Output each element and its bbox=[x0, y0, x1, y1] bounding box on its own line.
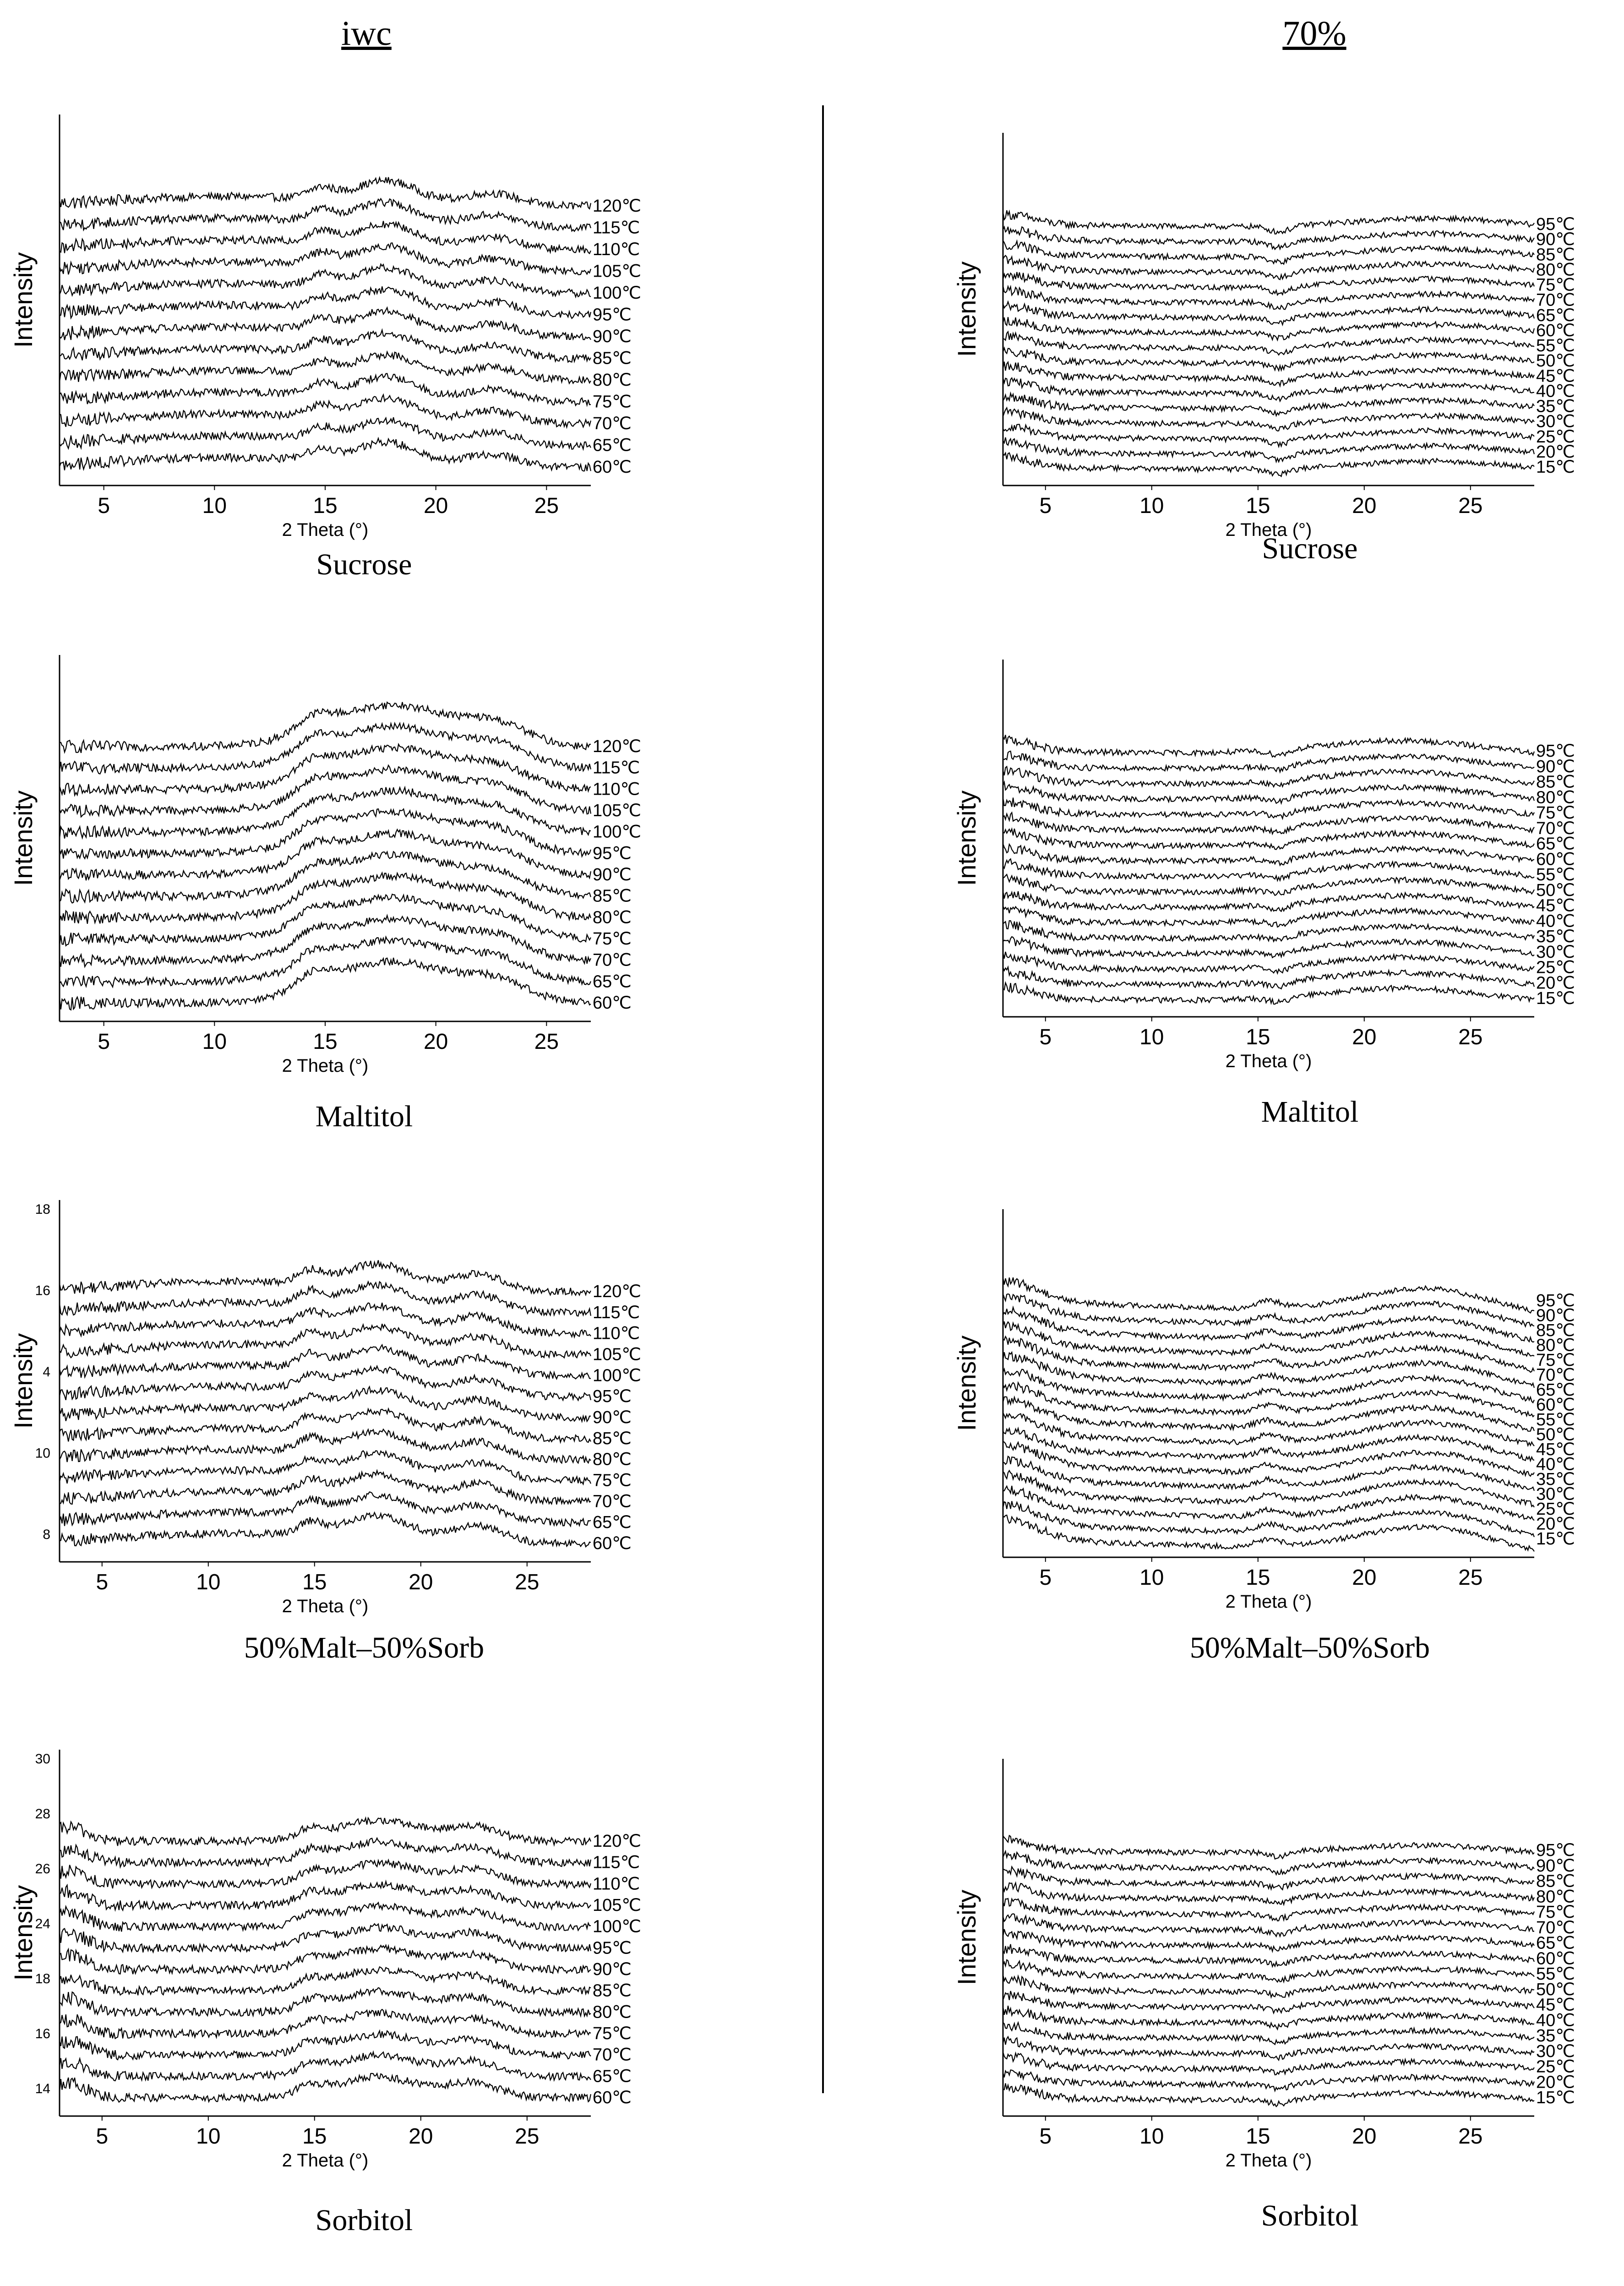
series-line bbox=[60, 395, 591, 427]
series-line bbox=[1003, 1883, 1534, 1904]
series-line bbox=[1003, 425, 1534, 447]
series-label: 90℃ bbox=[593, 1960, 632, 1979]
chart-svg bbox=[943, 1750, 1575, 2180]
x-tick-label: 5 bbox=[1039, 1566, 1052, 1590]
series-label: 75℃ bbox=[1536, 1351, 1575, 1370]
series-line bbox=[1003, 844, 1534, 865]
series-line bbox=[1003, 1929, 1534, 1951]
series-label: 50℃ bbox=[1536, 1425, 1575, 1445]
series-label: 45℃ bbox=[1536, 366, 1575, 386]
x-tick-label: 20 bbox=[423, 494, 448, 518]
series-line bbox=[60, 829, 591, 880]
caption-sucrose-iwc: Sucrose bbox=[316, 548, 412, 581]
chart-svg bbox=[0, 105, 642, 550]
series-label: 75℃ bbox=[593, 392, 632, 412]
series-label: 95℃ bbox=[1536, 215, 1575, 234]
x-axis-label: 2 Theta (°) bbox=[282, 1056, 369, 1076]
series-label: 65℃ bbox=[1536, 834, 1575, 854]
series-label: 95℃ bbox=[593, 844, 632, 863]
x-tick-label: 20 bbox=[1352, 1025, 1377, 1049]
series-label: 40℃ bbox=[1536, 911, 1575, 931]
series-line bbox=[60, 264, 591, 297]
series-line bbox=[60, 417, 591, 449]
series-line bbox=[60, 1512, 591, 1547]
series-label: 105℃ bbox=[593, 1896, 642, 1915]
series-label: 75℃ bbox=[593, 929, 632, 949]
caption-sucrose-70: Sucrose bbox=[1262, 532, 1358, 565]
series-label: 110℃ bbox=[593, 780, 640, 799]
series-label: 90℃ bbox=[1536, 1856, 1575, 1876]
series-line bbox=[1003, 2037, 1534, 2060]
x-tick-label: 5 bbox=[98, 1030, 110, 1054]
x-axis-label: 2 Theta (°) bbox=[1225, 1051, 1312, 1071]
y-axis-label: Intensity bbox=[9, 1333, 38, 1429]
series-label: 50℃ bbox=[1536, 880, 1575, 900]
series-label: 120℃ bbox=[593, 737, 642, 756]
chart-panel-sucrose-iwc bbox=[0, 105, 642, 550]
series-line bbox=[1003, 1944, 1534, 1967]
series-label: 80℃ bbox=[593, 908, 632, 927]
series-label: 85℃ bbox=[1536, 1321, 1575, 1340]
x-tick-label: 5 bbox=[98, 494, 110, 518]
x-tick-label: 10 bbox=[1139, 494, 1164, 518]
series-label: 70℃ bbox=[1536, 1918, 1575, 1937]
series-label: 60℃ bbox=[593, 1534, 632, 1553]
series-label: 115℃ bbox=[593, 218, 640, 238]
series-line bbox=[60, 286, 591, 318]
x-tick-label: 20 bbox=[1352, 1566, 1377, 1590]
x-tick-label: 20 bbox=[1352, 494, 1377, 518]
series-label: 80℃ bbox=[593, 2002, 632, 2022]
series-label: 65℃ bbox=[1536, 1933, 1575, 1953]
column-divider bbox=[822, 105, 824, 2093]
series-label: 95℃ bbox=[1536, 742, 1575, 761]
series-label: 70℃ bbox=[1536, 818, 1575, 838]
series-label: 90℃ bbox=[1536, 757, 1575, 776]
series-label: 35℃ bbox=[1536, 1470, 1575, 1489]
series-line bbox=[60, 2031, 591, 2060]
series-label: 15℃ bbox=[1536, 1529, 1575, 1549]
series-label: 40℃ bbox=[1536, 2011, 1575, 2030]
series-label: 60℃ bbox=[1536, 1395, 1575, 1415]
series-label: 75℃ bbox=[593, 2024, 632, 2043]
series-label: 80℃ bbox=[593, 371, 632, 390]
y-axis-label: Intensity bbox=[952, 1889, 981, 1986]
y-tick-label: 26 bbox=[35, 1861, 50, 1877]
chart-svg bbox=[943, 124, 1575, 550]
series-label: 60℃ bbox=[1536, 1949, 1575, 1969]
series-label: 70℃ bbox=[1536, 1365, 1575, 1385]
x-axis-label: 2 Theta (°) bbox=[282, 520, 369, 540]
caption-sorbitol-70: Sorbitol bbox=[1261, 2199, 1359, 2232]
series-label: 15℃ bbox=[1536, 2088, 1575, 2107]
series-label: 85℃ bbox=[593, 349, 632, 368]
x-tick-label: 25 bbox=[515, 1570, 540, 1594]
series-label: 55℃ bbox=[1536, 865, 1575, 884]
chart-panel-maltitol-70 bbox=[943, 650, 1575, 1081]
series-label: 105℃ bbox=[593, 801, 642, 820]
series-line bbox=[1003, 302, 1534, 325]
series-label: 20℃ bbox=[1536, 442, 1575, 462]
series-label: 90℃ bbox=[593, 1408, 632, 1427]
series-line bbox=[60, 1471, 591, 1505]
x-tick-label: 5 bbox=[96, 2124, 109, 2149]
series-line bbox=[1003, 1337, 1534, 1372]
caption-maltitol-iwc: Maltitol bbox=[315, 1100, 413, 1133]
series-label: 70℃ bbox=[593, 414, 632, 433]
series-label: 120℃ bbox=[593, 196, 642, 216]
series-label: 80℃ bbox=[1536, 1887, 1575, 1907]
series-label: 120℃ bbox=[593, 1832, 642, 1851]
series-label: 45℃ bbox=[1536, 896, 1575, 916]
series-label: 55℃ bbox=[1536, 1410, 1575, 1429]
x-tick-label: 10 bbox=[196, 1570, 221, 1594]
x-tick-label: 20 bbox=[409, 1570, 433, 1594]
x-tick-label: 15 bbox=[1246, 1025, 1270, 1049]
series-line bbox=[1003, 1457, 1534, 1491]
x-tick-label: 25 bbox=[1458, 494, 1483, 518]
series-line bbox=[1003, 2084, 1534, 2107]
series-line bbox=[1003, 256, 1534, 280]
x-tick-label: 20 bbox=[409, 2124, 433, 2149]
series-label: 80℃ bbox=[1536, 260, 1575, 280]
series-line bbox=[1003, 798, 1534, 819]
series-line bbox=[60, 352, 591, 383]
series-label: 90℃ bbox=[1536, 1306, 1575, 1326]
x-tick-label: 5 bbox=[96, 1570, 109, 1594]
x-tick-label: 15 bbox=[313, 494, 338, 518]
series-line bbox=[60, 1988, 591, 2017]
series-label: 75℃ bbox=[1536, 1903, 1575, 1922]
series-line bbox=[60, 1429, 591, 1463]
series-label: 25℃ bbox=[1536, 427, 1575, 447]
series-line bbox=[1003, 751, 1534, 772]
series-line bbox=[1003, 437, 1534, 462]
series-label: 20℃ bbox=[1536, 973, 1575, 993]
series-label: 50℃ bbox=[1536, 1980, 1575, 1999]
series-line bbox=[60, 1924, 591, 1953]
series-label: 100℃ bbox=[593, 1366, 642, 1386]
series-label: 115℃ bbox=[593, 1303, 640, 1322]
series-line bbox=[1003, 393, 1534, 416]
series-line bbox=[1003, 1515, 1534, 1551]
series-label: 115℃ bbox=[593, 1853, 640, 1872]
series-label: 25℃ bbox=[1536, 1500, 1575, 1519]
x-tick-label: 25 bbox=[534, 494, 559, 518]
series-line bbox=[1003, 332, 1534, 355]
x-tick-label: 5 bbox=[1039, 1025, 1052, 1049]
chart-svg bbox=[0, 646, 642, 1086]
series-label: 85℃ bbox=[1536, 1871, 1575, 1891]
series-label: 90℃ bbox=[593, 327, 632, 346]
series-line bbox=[60, 1967, 591, 1995]
x-tick-label: 15 bbox=[302, 2124, 327, 2149]
series-label: 60℃ bbox=[1536, 850, 1575, 869]
series-label: 100℃ bbox=[593, 1917, 642, 1937]
series-label: 80℃ bbox=[593, 1450, 632, 1469]
chart-svg bbox=[943, 650, 1575, 1081]
y-tick-label: 16 bbox=[35, 1283, 50, 1298]
series-label: 70℃ bbox=[1536, 290, 1575, 310]
x-tick-label: 5 bbox=[1039, 494, 1052, 518]
series-line bbox=[60, 1409, 591, 1442]
y-tick-label: 14 bbox=[35, 2081, 50, 2096]
series-label: 85℃ bbox=[1536, 772, 1575, 792]
x-axis-label: 2 Theta (°) bbox=[1225, 1592, 1312, 1612]
series-line bbox=[60, 199, 591, 231]
series-label: 110℃ bbox=[593, 1874, 640, 1894]
chart-panel-malt-sorb-70 bbox=[943, 1200, 1575, 1621]
series-line bbox=[1003, 2070, 1534, 2091]
caption-sorbitol-iwc: Sorbitol bbox=[315, 2204, 413, 2237]
series-line bbox=[1003, 453, 1534, 476]
y-axis-label: Intensity bbox=[9, 252, 38, 348]
series-label: 55℃ bbox=[1536, 1964, 1575, 1984]
series-line bbox=[1003, 829, 1534, 849]
series-label: 40℃ bbox=[1536, 1455, 1575, 1474]
y-axis-label: Intensity bbox=[9, 1885, 38, 1981]
series-label: 70℃ bbox=[593, 1492, 632, 1511]
series-label: 65℃ bbox=[593, 2067, 632, 2086]
series-label: 60℃ bbox=[593, 2088, 632, 2107]
y-tick-label: 24 bbox=[35, 1916, 50, 1931]
x-tick-label: 15 bbox=[1246, 494, 1270, 518]
x-tick-label: 10 bbox=[1139, 1566, 1164, 1590]
chart-panel-sorbitol-70 bbox=[943, 1750, 1575, 2180]
series-label: 80℃ bbox=[1536, 1336, 1575, 1355]
series-label: 65℃ bbox=[1536, 1380, 1575, 1400]
series-line bbox=[60, 937, 591, 987]
series-label: 30℃ bbox=[1536, 942, 1575, 962]
series-label: 65℃ bbox=[593, 972, 632, 992]
series-label: 60℃ bbox=[1536, 321, 1575, 340]
series-label: 95℃ bbox=[1536, 1291, 1575, 1310]
series-label: 120℃ bbox=[593, 1282, 642, 1301]
series-line bbox=[60, 221, 591, 254]
y-axis-label: Intensity bbox=[9, 790, 38, 886]
y-axis-label: Intensity bbox=[952, 1335, 981, 1431]
series-line bbox=[1003, 2006, 1534, 2030]
series-line bbox=[60, 1492, 591, 1526]
x-tick-label: 15 bbox=[313, 1030, 338, 1054]
series-label: 30℃ bbox=[1536, 1484, 1575, 1504]
series-line bbox=[1003, 362, 1534, 386]
x-tick-label: 20 bbox=[1352, 2124, 1377, 2149]
series-line bbox=[60, 1282, 591, 1316]
series-line bbox=[1003, 1914, 1534, 1937]
series-label: 110℃ bbox=[593, 1324, 640, 1343]
series-label: 55℃ bbox=[1536, 336, 1575, 355]
series-line bbox=[60, 308, 591, 340]
x-tick-label: 10 bbox=[1139, 2124, 1164, 2149]
series-line bbox=[1003, 1975, 1534, 1997]
x-axis-label: 2 Theta (°) bbox=[1225, 520, 1312, 540]
series-label: 90℃ bbox=[593, 865, 632, 884]
x-axis-label: 2 Theta (°) bbox=[1225, 2150, 1312, 2171]
caption-maltitol-70: Maltitol bbox=[1261, 1095, 1359, 1129]
series-label: 45℃ bbox=[1536, 1440, 1575, 1459]
x-tick-label: 20 bbox=[423, 1030, 448, 1054]
series-label: 30℃ bbox=[1536, 2041, 1575, 2061]
x-tick-label: 10 bbox=[196, 2124, 221, 2149]
series-line bbox=[1003, 813, 1534, 834]
series-line bbox=[1003, 408, 1534, 431]
chart-svg bbox=[943, 1200, 1575, 1621]
series-label: 15℃ bbox=[1536, 989, 1575, 1008]
series-line bbox=[1003, 921, 1534, 941]
series-label: 35℃ bbox=[1536, 2026, 1575, 2046]
series-label: 50℃ bbox=[1536, 351, 1575, 371]
series-label: 35℃ bbox=[1536, 927, 1575, 946]
series-label: 65℃ bbox=[1536, 306, 1575, 325]
series-label: 75℃ bbox=[1536, 275, 1575, 295]
series-label: 100℃ bbox=[593, 284, 642, 303]
column-header-70pct: 70% bbox=[1282, 14, 1346, 53]
y-axis-label: Intensity bbox=[952, 261, 981, 357]
caption-malt-sorb-70: 50%Malt–50%Sorb bbox=[1189, 1631, 1430, 1664]
x-tick-label: 10 bbox=[202, 1030, 227, 1054]
series-label: 70℃ bbox=[593, 950, 632, 970]
y-tick-label: 16 bbox=[35, 2026, 50, 2041]
chart-svg bbox=[0, 1740, 642, 2180]
y-tick-label: 8 bbox=[43, 1527, 50, 1542]
series-label: 85℃ bbox=[1536, 245, 1575, 265]
series-label: 75℃ bbox=[593, 1471, 632, 1490]
series-line bbox=[1003, 1429, 1534, 1461]
series-label: 95℃ bbox=[1536, 1841, 1575, 1860]
series-label: 105℃ bbox=[593, 1345, 642, 1364]
x-axis-label: 2 Theta (°) bbox=[282, 2150, 369, 2171]
series-label: 65℃ bbox=[593, 436, 632, 455]
y-tick-label: 4 bbox=[43, 1364, 50, 1380]
series-line bbox=[60, 374, 591, 406]
x-tick-label: 25 bbox=[1458, 1025, 1483, 1049]
series-line bbox=[60, 1903, 591, 1931]
series-label: 85℃ bbox=[593, 1429, 632, 1448]
series-label: 115℃ bbox=[593, 758, 640, 778]
series-label: 30℃ bbox=[1536, 412, 1575, 431]
series-line bbox=[1003, 1851, 1534, 1875]
series-label: 60℃ bbox=[593, 458, 632, 477]
chart-panel-sorbitol-iwc bbox=[0, 1740, 642, 2180]
series-label: 25℃ bbox=[1536, 958, 1575, 977]
series-line bbox=[1003, 210, 1534, 234]
x-tick-label: 25 bbox=[515, 2124, 540, 2149]
series-line bbox=[1003, 1836, 1534, 1859]
series-label: 65℃ bbox=[593, 1513, 632, 1533]
column-header-iwc: iwc bbox=[341, 14, 392, 53]
y-tick-label: 18 bbox=[35, 1202, 50, 1217]
series-line bbox=[60, 1366, 591, 1401]
y-axis-label: Intensity bbox=[952, 790, 981, 886]
series-line bbox=[1003, 1501, 1534, 1537]
x-tick-label: 15 bbox=[1246, 2124, 1270, 2149]
series-label: 85℃ bbox=[593, 886, 632, 906]
series-line bbox=[1003, 906, 1534, 927]
series-line bbox=[1003, 983, 1534, 1004]
series-line bbox=[60, 787, 591, 839]
chart-svg bbox=[0, 1191, 642, 1626]
series-label: 75℃ bbox=[1536, 803, 1575, 823]
x-tick-label: 25 bbox=[534, 1030, 559, 1054]
series-line bbox=[60, 1260, 591, 1295]
series-line bbox=[1003, 735, 1534, 757]
series-label: 20℃ bbox=[1536, 1514, 1575, 1534]
x-tick-label: 25 bbox=[1458, 2124, 1483, 2149]
series-label: 105℃ bbox=[593, 262, 642, 281]
series-label: 85℃ bbox=[593, 1981, 632, 2001]
series-label: 15℃ bbox=[1536, 458, 1575, 477]
chart-panel-maltitol-iwc bbox=[0, 646, 642, 1086]
series-label: 35℃ bbox=[1536, 397, 1575, 416]
x-tick-label: 25 bbox=[1458, 1566, 1483, 1590]
series-line bbox=[1003, 348, 1534, 371]
series-label: 80℃ bbox=[1536, 788, 1575, 807]
series-label: 20℃ bbox=[1536, 2073, 1575, 2092]
series-line bbox=[60, 1818, 591, 1846]
series-line bbox=[1003, 952, 1534, 973]
series-line bbox=[1003, 891, 1534, 911]
series-line bbox=[60, 916, 591, 967]
chart-panel-sucrose-70 bbox=[943, 124, 1575, 550]
series-line bbox=[60, 438, 591, 471]
series-line bbox=[60, 894, 591, 945]
series-label: 110℃ bbox=[593, 240, 640, 259]
x-tick-label: 15 bbox=[302, 1570, 327, 1594]
series-label: 95℃ bbox=[593, 1387, 632, 1407]
series-label: 100℃ bbox=[593, 822, 642, 842]
chart-panel-malt-sorb-iwc bbox=[0, 1191, 642, 1626]
y-tick-label: 28 bbox=[35, 1806, 50, 1822]
series-label: 95℃ bbox=[593, 305, 632, 325]
series-label: 60℃ bbox=[593, 993, 632, 1013]
x-tick-label: 10 bbox=[1139, 1025, 1164, 1049]
series-label: 95℃ bbox=[593, 1938, 632, 1958]
series-line bbox=[60, 851, 591, 903]
series-line bbox=[1003, 859, 1534, 880]
x-tick-label: 15 bbox=[1246, 1566, 1270, 1590]
caption-malt-sorb-iwc: 50%Malt–50%Sorb bbox=[244, 1631, 485, 1664]
series-label: 45℃ bbox=[1536, 1995, 1575, 2015]
x-tick-label: 5 bbox=[1039, 2124, 1052, 2149]
series-label: 25℃ bbox=[1536, 2057, 1575, 2077]
y-tick-label: 10 bbox=[35, 1446, 50, 1461]
series-label: 40℃ bbox=[1536, 382, 1575, 401]
series-line bbox=[1003, 1867, 1534, 1890]
series-label: 90℃ bbox=[1536, 230, 1575, 250]
y-tick-label: 18 bbox=[35, 1971, 50, 1986]
y-tick-label: 30 bbox=[35, 1751, 50, 1767]
series-line bbox=[60, 1838, 591, 1867]
x-tick-label: 10 bbox=[202, 494, 227, 518]
series-label: 70℃ bbox=[593, 2045, 632, 2065]
x-axis-label: 2 Theta (°) bbox=[282, 1596, 369, 1616]
